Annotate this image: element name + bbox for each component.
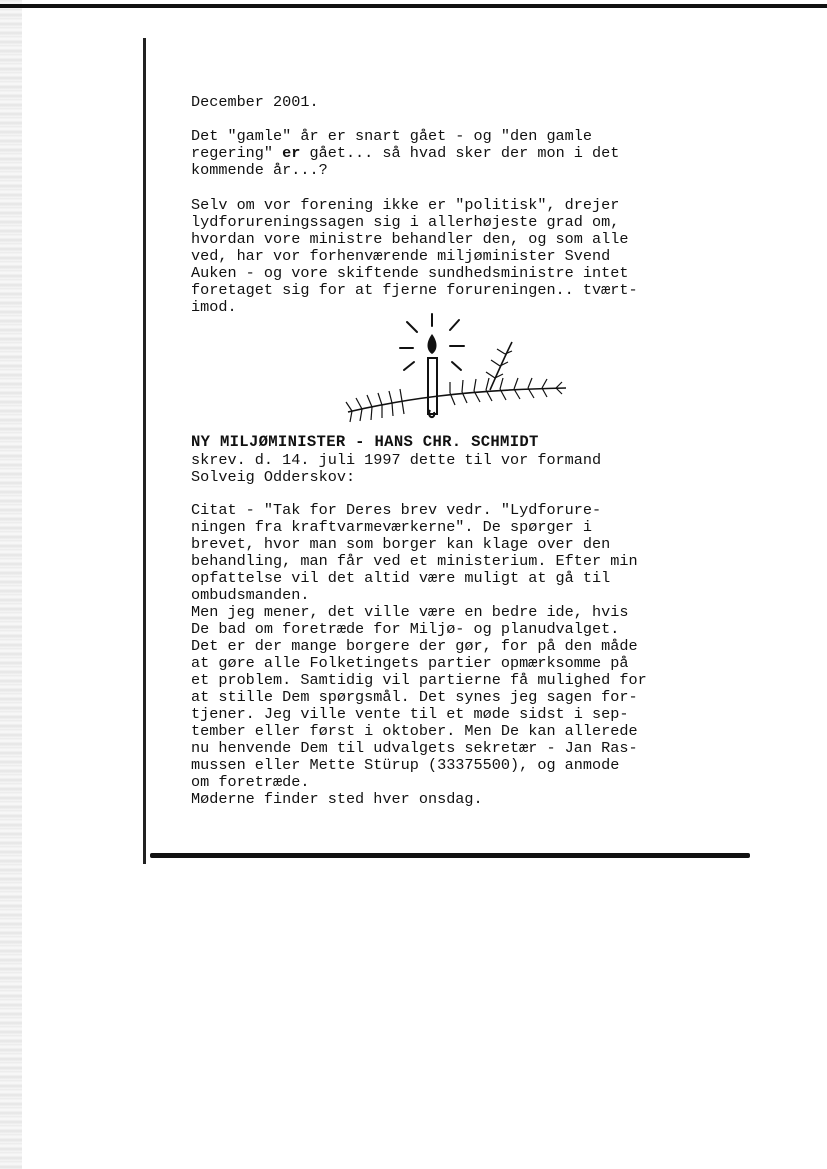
intro-line-1: Det "gamle" år er snart gået - og "den gamle — [191, 127, 593, 145]
candle-with-pine-branch-icon — [340, 312, 575, 424]
politics-paragraph: Selv om vor forening ikke er "politisk", drejer lydforureningssagen sig i allerhøjeste grad om, hvordan vore ministre behandler den, og som alle ved, har vor forhenværende miljøminister Svend Auken - og vore skiftende sundhedsministre intet foretaget sig for at fjerne forureningen.. tvært- imod. — [191, 196, 638, 316]
quote-paragraph: Citat - "Tak for Deres brev vedr. "Lydforure- ningen fra kraftvarmeværkerne". De spørger i brevet, hvor man som borger kan klage over den behandling, man får ved et ministerium. Efter min opfattelse vil det altid være muligt at gå til ombudsmanden. Men jeg mener, det ville være en bedre ide, hvis De bad om foretræde for Miljø- og planudvalget. Det er der mange borgere der gør, for på den måde at gøre alle Folketingets partier opmærksomme på et problem. Samtidig vil partierne få mulighed for at stille Dem spørgsmål. Det synes jeg sagen for- tjener. Jeg ville vente til et møde sidst i sep- tember eller først i oktober. Men De kan allerede nu henvende Dem til udvalgets sekretær - Jan Ras- mussen eller Mette Stürup (33375500), og anmode om foretræde. Møderne finder sted hver onsdag. — [191, 501, 647, 808]
frame-left-line — [143, 38, 146, 864]
intro-bold-word: er — [282, 144, 301, 162]
section-heading: NY MILJØMINISTER - HANS CHR. SCHMIDT — [191, 433, 539, 451]
intro-paragraph — [191, 128, 731, 179]
intro-line-3: kommende år...? — [191, 161, 328, 179]
intro-line-2-start: regering" — [191, 144, 283, 162]
top-border-line — [0, 4, 827, 8]
intro-line-2-end: gået... så hvad sker der mon i det — [300, 144, 620, 162]
date-line: December 2001. — [191, 93, 319, 111]
frame-bottom-line — [150, 853, 750, 858]
letter-intro: skrev. d. 14. juli 1997 dette til vor formand Solveig Odderskov: — [191, 451, 602, 486]
scan-shadow-edge — [0, 0, 22, 1169]
